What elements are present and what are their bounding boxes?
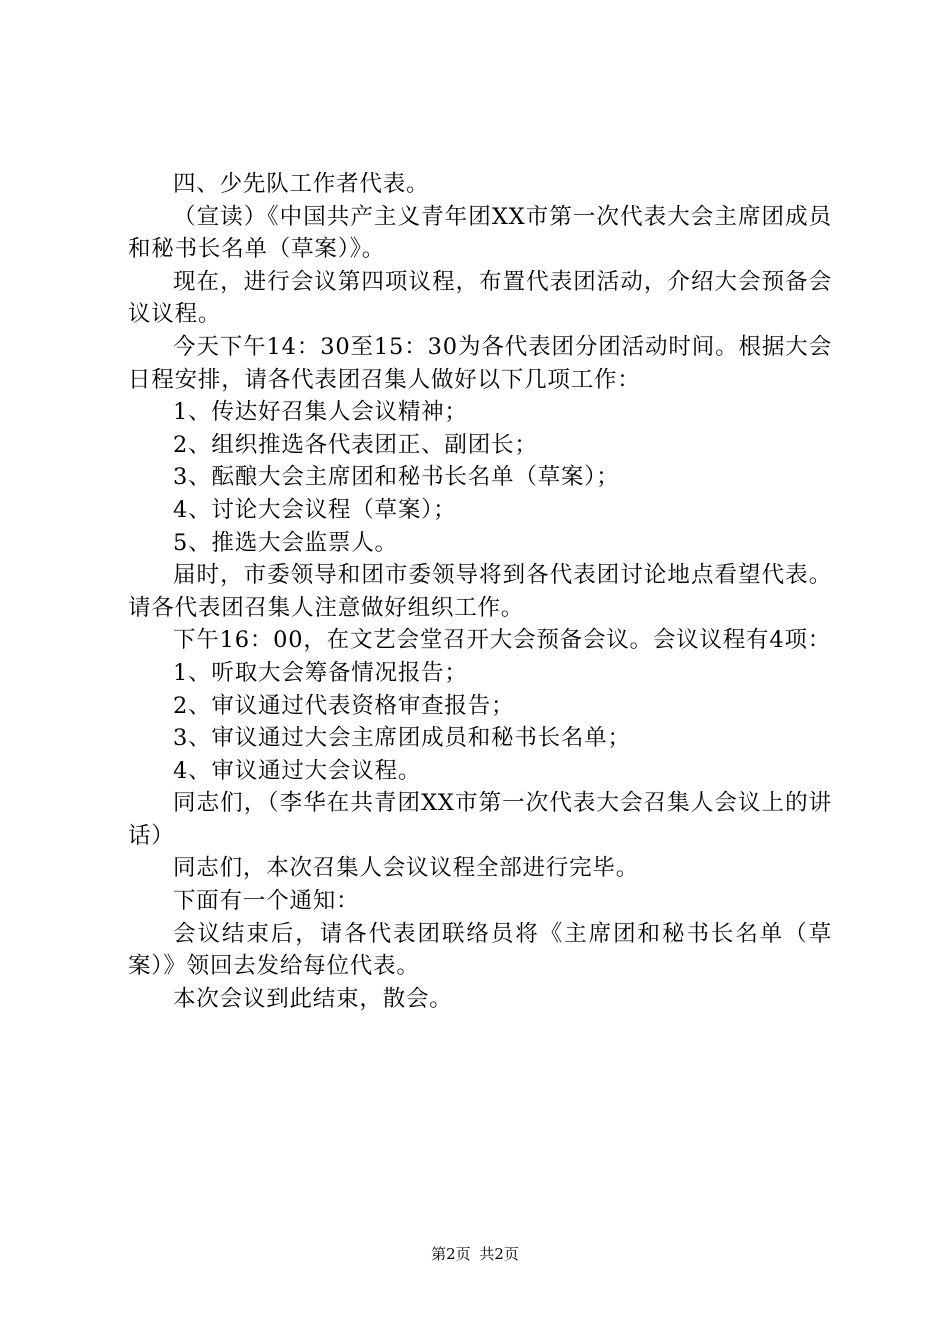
list-item: 3、审议通过大会主席团成员和秘书长名单； — [173, 725, 631, 752]
page-number-total: 共2页 — [479, 1245, 519, 1263]
paragraph: （宣读）《中国共产主义青年团XX市第一次代表大会主席团成员和秘书长名单（草案）》。 — [128, 203, 832, 263]
paragraph: 四、少先队工作者代表。 — [173, 171, 430, 197]
paragraph: 同志们，本次召集人会议议程全部进行完毕。 — [173, 855, 640, 882]
paragraph: 同志们，（李华在共青团XX市第一次代表大会召集人会议上的讲话） — [128, 790, 832, 849]
list-item: 2、审议通过代表资格审查报告； — [173, 692, 515, 719]
list-item: 4、审议通过大会议程。 — [173, 757, 422, 784]
paragraph: 现在，进行会议第四项议程，布置代表团活动，介绍大会预备会议议程。 — [128, 268, 832, 328]
paragraph: 本次会议到此结束，散会。 — [173, 985, 453, 1012]
page-number-current: 第2页 — [431, 1245, 471, 1263]
list-item: 4、讨论大会议程（草案）； — [173, 496, 457, 523]
paragraph: 下午16：00，在文艺会堂召开大会预备会议。会议议程有4项： — [173, 627, 832, 654]
list-item: 1、听取大会筹备情况报告； — [173, 659, 468, 686]
page-footer — [0, 1244, 950, 1264]
document-body — [128, 168, 832, 1015]
paragraph: 下面有一个通知： — [173, 888, 360, 915]
list-item: 5、推选大会监票人。 — [173, 529, 398, 556]
paragraph: 届时，市委领导和团市委领导将到各代表团讨论地点看望代表。请各代表团召集人注意做好组织工作。 — [128, 562, 832, 621]
list-item: 1、传达好召集人会议精神； — [173, 399, 468, 426]
paragraph: 今天下午14：30至15：30为各代表团分团活动时间。根据大会日程安排，请各代表团召集人做好以下几项工作： — [128, 333, 832, 393]
list-item: 3、酝酿大会主席团和秘书长名单（草案）； — [173, 464, 620, 491]
paragraph: 会议结束后，请各代表团联络员将《主席团和秘书长名单（草案）》领回去发给每位代表。 — [128, 920, 832, 980]
list-item: 2、组织推选各代表团正、副团长； — [173, 431, 538, 458]
